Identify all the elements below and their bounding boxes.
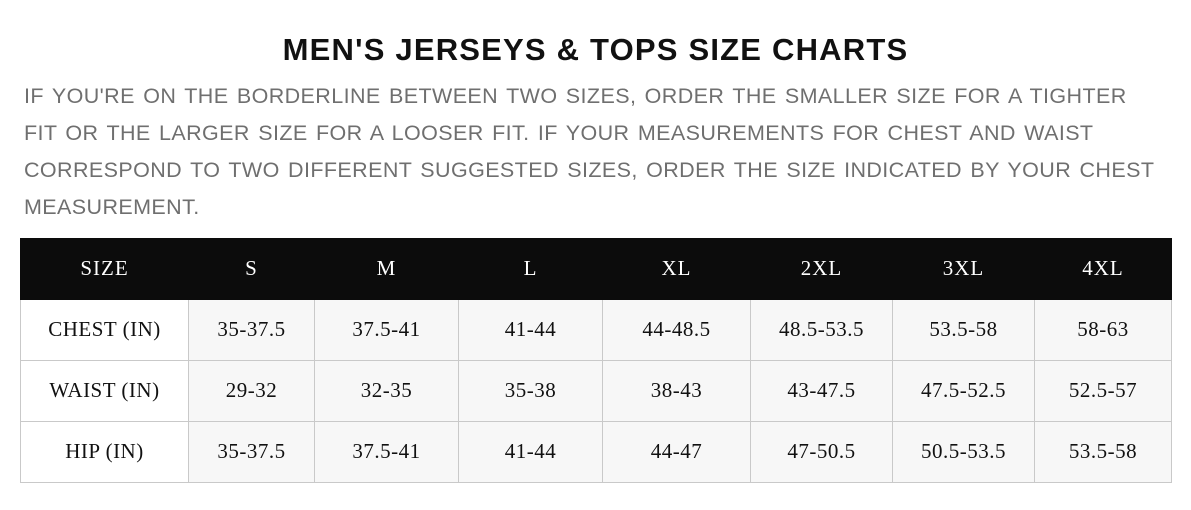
cell-hip-3xl: 50.5-53.5 [893, 421, 1035, 482]
cell-hip-2xl: 47-50.5 [751, 421, 893, 482]
intro-paragraph: IF YOU'RE ON THE BORDERLINE BETWEEN TWO SIZES, ORDER THE SMALLER SIZE FOR A TIGHTER FIT OR THE LARGER SIZE FOR A LOOSER FIT. IF YOUR MEASUREMENTS FOR CHEST AND WAIST CORRESPOND TO TWO DIFFERENT SUGGESTED SIZES, ORDER THE SIZE INDICATED BY YOUR CHEST MEASUREMENT. [24, 84, 1154, 219]
cell-chest-l: 41-44 [459, 299, 603, 360]
column-header-4xl: 4XL [1035, 238, 1172, 299]
table-header [21, 238, 1172, 299]
cell-waist-l: 35-38 [459, 360, 603, 421]
cell-chest-2xl: 48.5-53.5 [751, 299, 893, 360]
cell-chest-s: 35-37.5 [189, 299, 315, 360]
cell-waist-s: 29-32 [189, 360, 315, 421]
table-body [21, 299, 1172, 482]
table-row [21, 421, 1172, 482]
cell-chest-m: 37.5-41 [315, 299, 459, 360]
row-header-chest: CHEST (IN) [21, 299, 189, 360]
cell-hip-m: 37.5-41 [315, 421, 459, 482]
cell-waist-3xl: 47.5-52.5 [893, 360, 1035, 421]
row-header-hip: HIP (IN) [21, 421, 189, 482]
page-title: MEN'S JERSEYS & TOPS SIZE CHARTS [282, 32, 909, 67]
cell-waist-4xl: 52.5-57 [1035, 360, 1172, 421]
column-header-3xl: 3XL [893, 238, 1035, 299]
cell-waist-m: 32-35 [315, 360, 459, 421]
cell-chest-xl: 44-48.5 [603, 299, 751, 360]
column-header-2xl: 2XL [751, 238, 893, 299]
table-row [21, 360, 1172, 421]
row-header-waist: WAIST (IN) [21, 360, 189, 421]
column-header-m: M [315, 238, 459, 299]
cell-hip-l: 41-44 [459, 421, 603, 482]
cell-hip-s: 35-37.5 [189, 421, 315, 482]
table-row [21, 299, 1172, 360]
size-chart-table [20, 238, 1172, 483]
cell-waist-2xl: 43-47.5 [751, 360, 893, 421]
column-header-l: L [459, 238, 603, 299]
cell-chest-4xl: 58-63 [1035, 299, 1172, 360]
column-header-xl: XL [603, 238, 751, 299]
cell-waist-xl: 38-43 [603, 360, 751, 421]
cell-hip-4xl: 53.5-58 [1035, 421, 1172, 482]
column-header-size: SIZE [21, 238, 189, 299]
table-header-row [21, 238, 1172, 299]
cell-chest-3xl: 53.5-58 [893, 299, 1035, 360]
column-header-s: S [189, 238, 315, 299]
cell-hip-xl: 44-47 [603, 421, 751, 482]
